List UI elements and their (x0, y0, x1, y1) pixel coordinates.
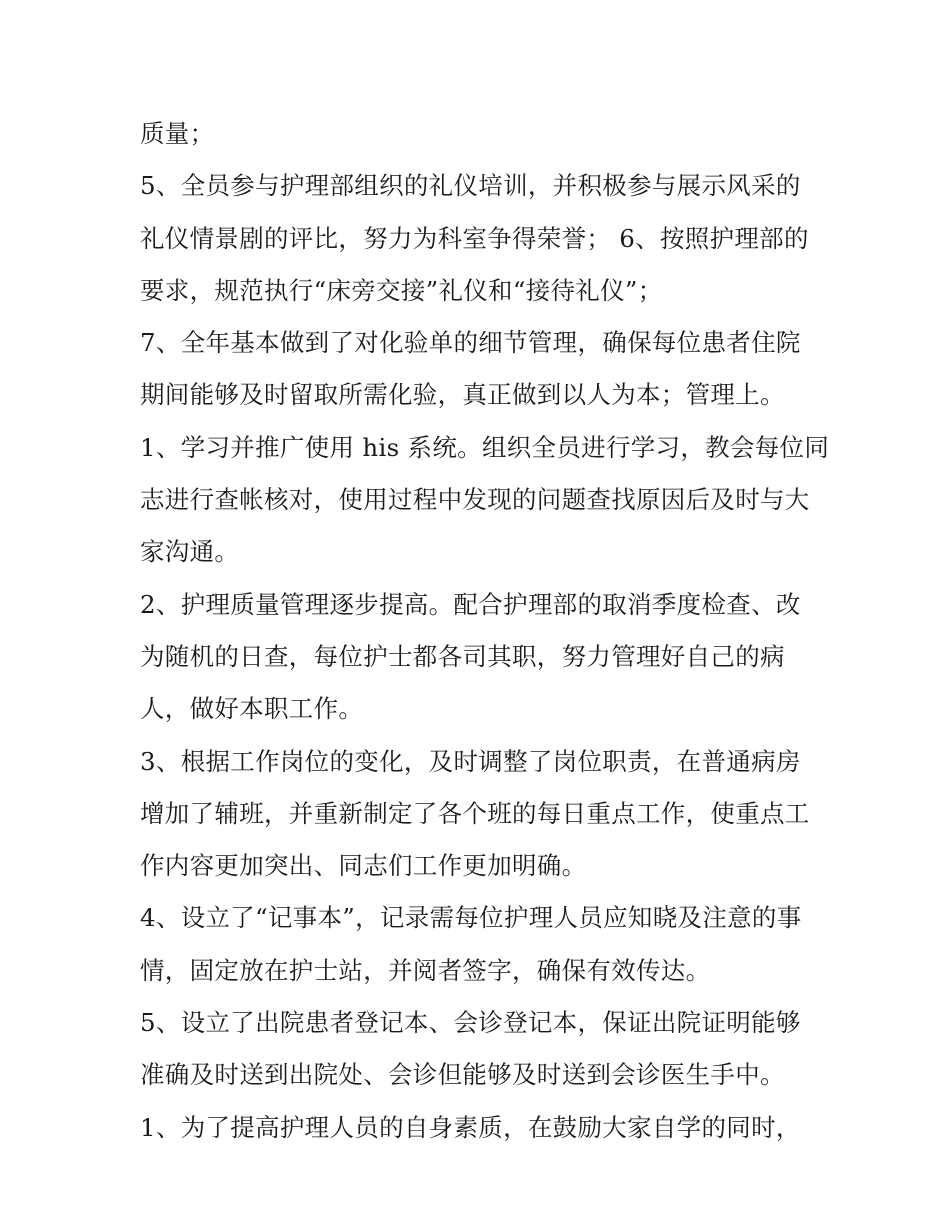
text-line: 3、根据工作岗位的变化，及时调整了岗位职责，在普通病房 (140, 746, 801, 776)
document-body (140, 108, 830, 1154)
text-line: 作内容更加突出、同志们工作更加明确。 (140, 851, 587, 881)
text-line: 为随机的日查，每位护士都各司其职，努力管理好自己的病 (140, 641, 785, 671)
text-line: 志进行查帐核对，使用过程中发现的问题查找原因后及时与大 (140, 485, 810, 515)
text-line: 人，做好本职工作。 (140, 694, 364, 724)
text-line: 家沟通。 (140, 537, 240, 567)
text-line: 1、学习并推广使用 his 系统。组织全员进行学习，教会每位同 (140, 432, 830, 462)
text-line: 7、全年基本做到了对化验单的细节管理，确保每位患者住院 (140, 328, 801, 358)
text-line: 准确及时送到出院处、会诊但能够及时送到会诊医生手中。 (140, 1060, 785, 1090)
text-line: 4、设立了“记事本”，记录需每位护理人员应知晓及注意的事 (140, 903, 802, 933)
text-line: 质量； (140, 119, 215, 148)
text-line: 2、护理质量管理逐步提高。配合护理部的取消季度检查、改 (140, 589, 801, 619)
text-line: 1、为了提高护理人员的自身素质，在鼓励大家自学的同时， (140, 1112, 801, 1142)
text-line: 期间能够及时留取所需化验，真正做到以人为本；管理上。 (140, 380, 785, 410)
text-line: 5、设立了出院患者登记本、会诊登记本，保证出院证明能够 (140, 1008, 801, 1038)
text-line: 增加了辅班，并重新制定了各个班的每日重点工作，使重点工 (140, 798, 810, 828)
text-line: 礼仪情景剧的评比，努力为科室争得荣誉； 6、按照护理部的 (140, 223, 809, 253)
text-line: 5、全员参与护理部组织的礼仪培训，并积极参与展示风采的 (140, 171, 801, 201)
text-line: 要求，规范执行“床旁交接”礼仪和“接待礼仪”； (140, 275, 663, 305)
text-line: 情，固定放在护士站，并阅者签字，确保有效传达。 (140, 955, 711, 985)
